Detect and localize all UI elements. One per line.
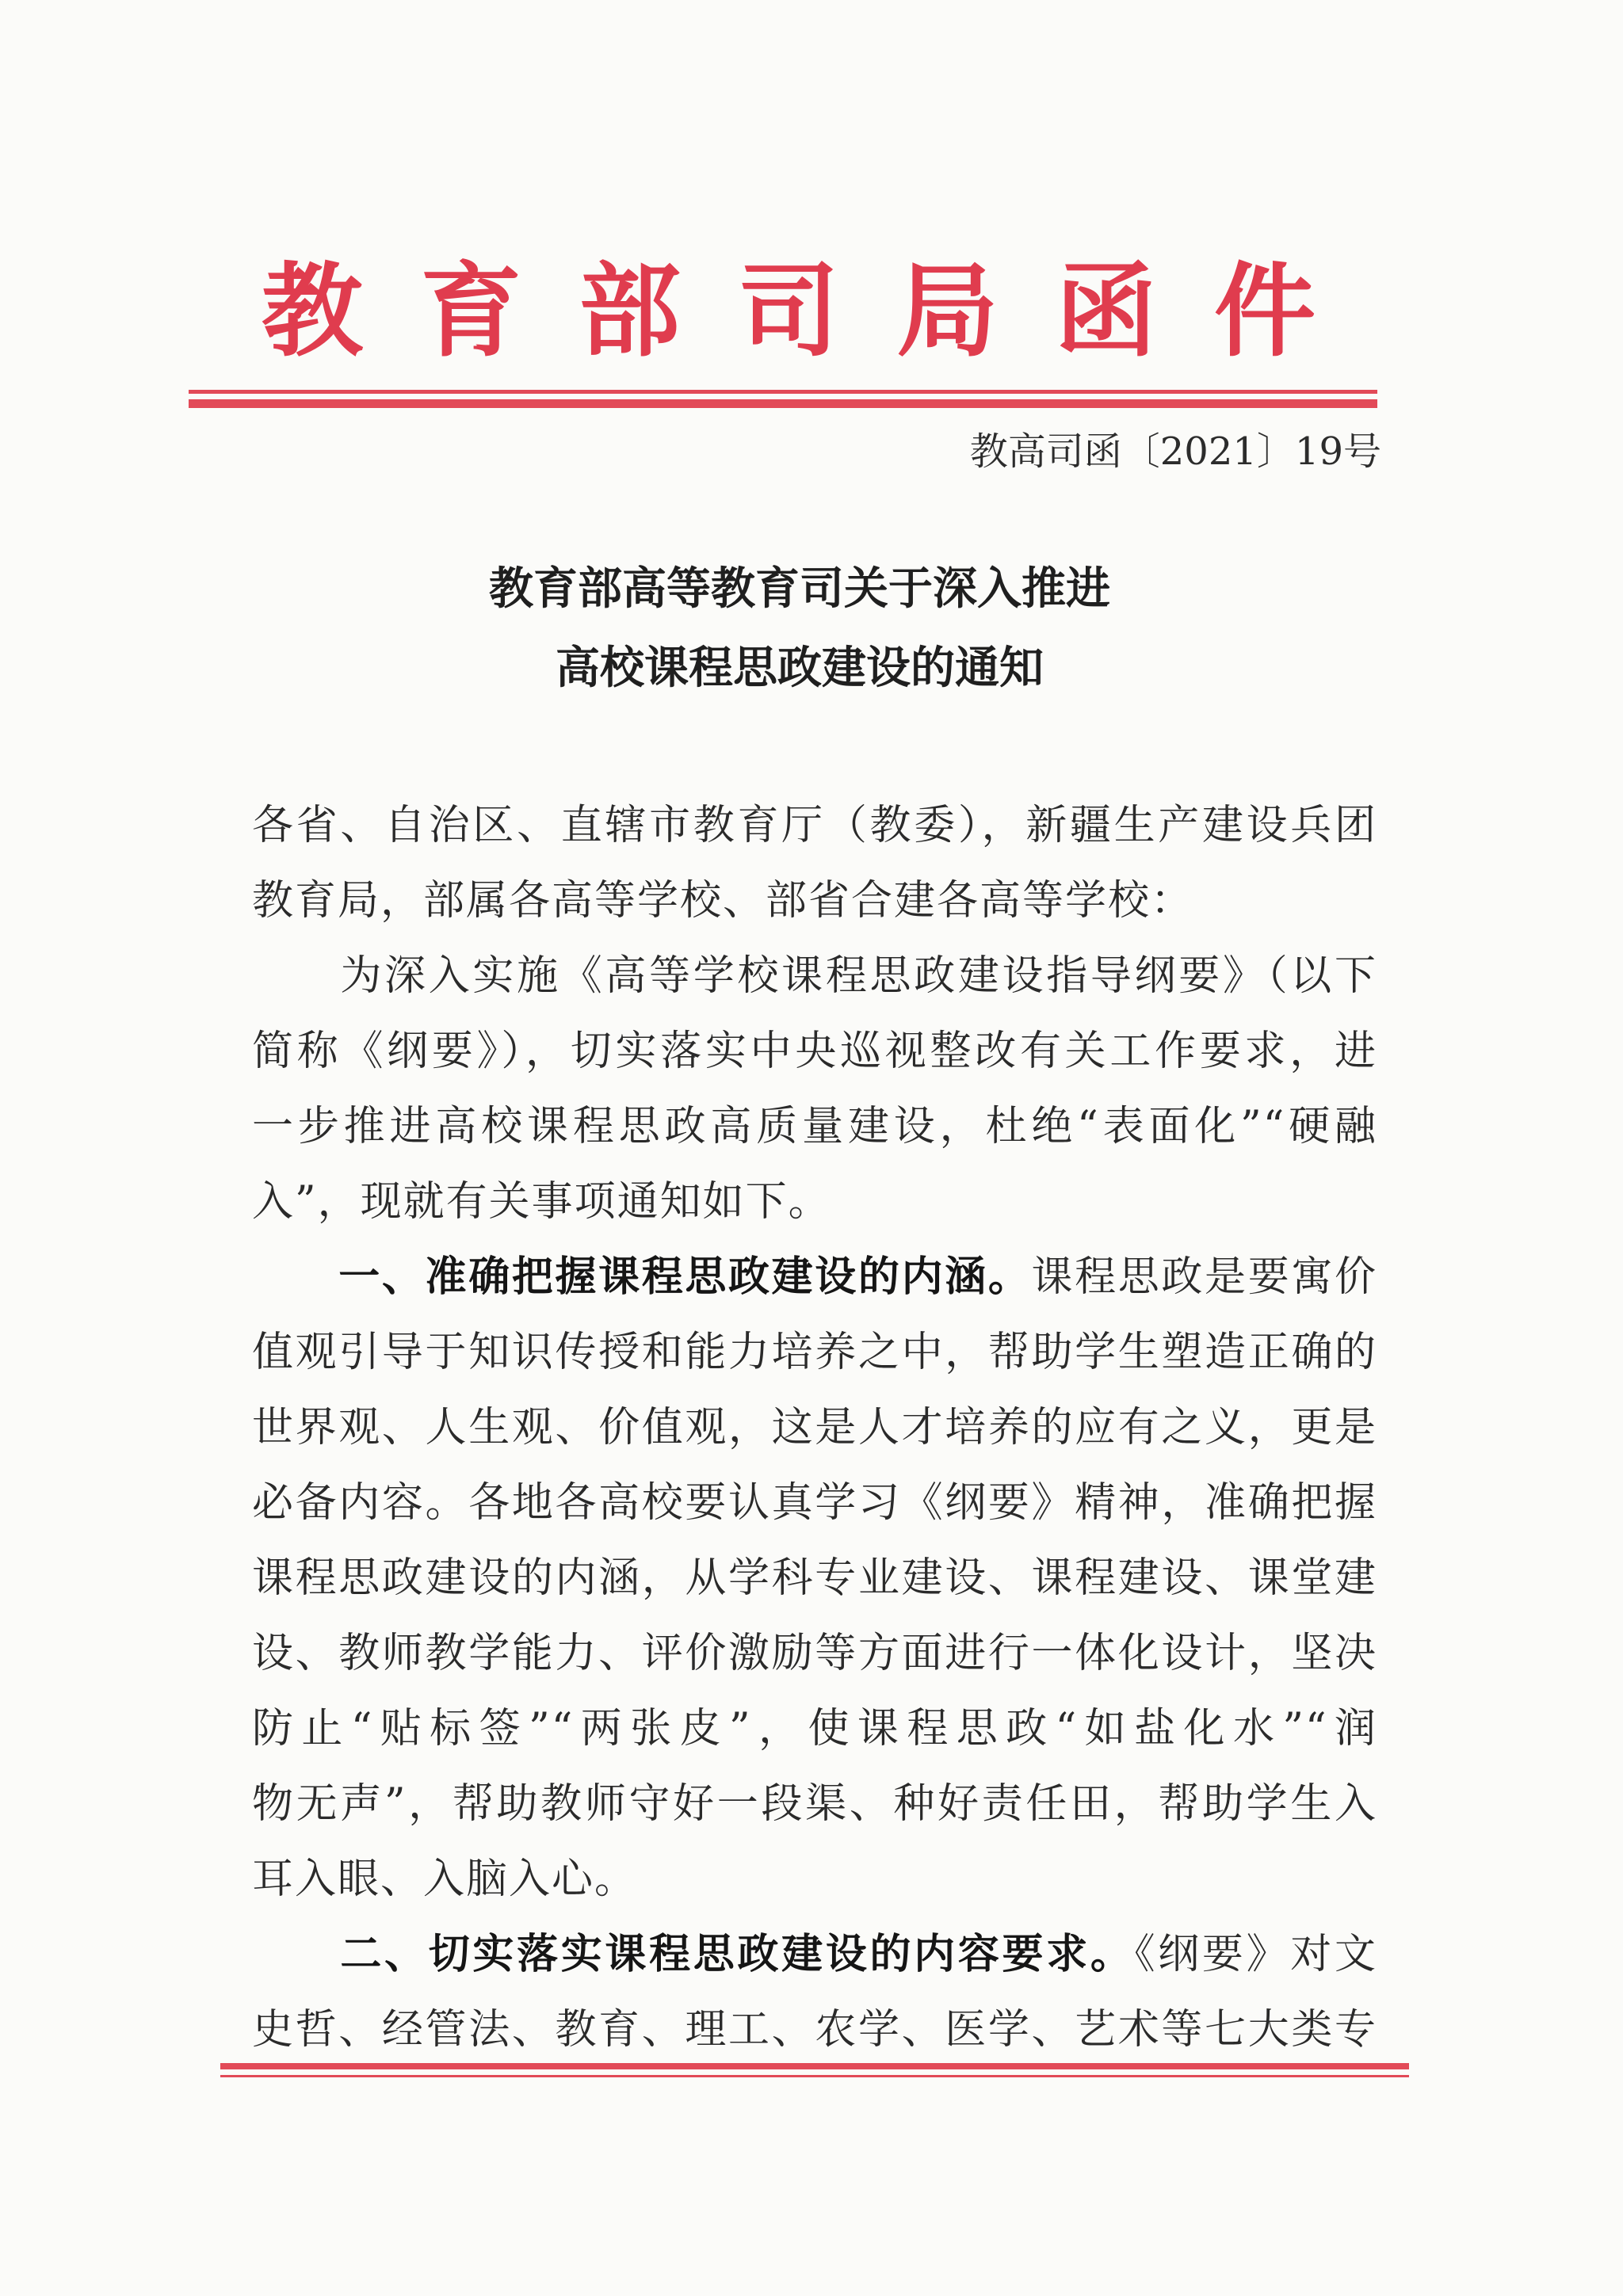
footer-rule-thick [220, 2063, 1409, 2069]
section-heading-2: 二、切实落实课程思政建设的内容要求。 [252, 1930, 1135, 1978]
masthead-char: 司 [737, 252, 839, 371]
body-line: 教育局，部属各高等学校、部省合建各高等学校： [252, 877, 1194, 925]
body-line: 简称《纲要》），切实落实中央巡视整改有关工作要求，进 [252, 1028, 1377, 1075]
body-line: 必备内容。各地各高校要认真学习《纲要》精神，准确把握 [252, 1479, 1377, 1527]
masthead-char: 部 [579, 252, 681, 371]
body-text: 课程思政是要寓价 [1031, 1253, 1377, 1301]
body-line: 史哲、经管法、教育、理工、农学、医学、艺术等七大类专 [252, 2006, 1377, 2054]
body-line: 为深入实施《高等学校课程思政建设指导纲要》（以下 [252, 952, 1377, 1000]
masthead-char: 教 [262, 252, 364, 371]
body-line: 设、教师教学能力、评价激励等方面进行一体化设计，坚决 [252, 1630, 1377, 1677]
body-line-with-heading [252, 1249, 1377, 1306]
body-line: 物无声”，帮助教师守好一段渠、种好责任田，帮助学生入 [252, 1780, 1377, 1828]
body-line: 课程思政建设的内涵，从学科专业建设、课程建设、课堂建 [252, 1554, 1377, 1602]
body-line: 耳入眼、入脑入心。 [252, 1855, 638, 1903]
document-number: 教高司函〔2021〕19号 [969, 429, 1381, 474]
body-line: 各省、自治区、直辖市教育厅（教委），新疆生产建设兵团 [252, 802, 1377, 849]
masthead-rule-thin [189, 390, 1377, 394]
body-line: 值观引导于知识传授和能力培养之中，帮助学生塑造正确的 [252, 1329, 1377, 1376]
document-title-line-2: 高校课程思政建设的通知 [556, 642, 1044, 694]
masthead-char: 件 [1213, 252, 1316, 371]
body-text: 《纲要》对文 [1134, 1931, 1377, 1978]
masthead-char: 育 [420, 252, 522, 371]
masthead [262, 252, 1316, 371]
body-line-with-heading [252, 1926, 1377, 1983]
body-line: 防止“贴标签”“两张皮”，使课程思政“如盐化水”“润 [252, 1705, 1377, 1753]
section-heading-1: 一、准确把握课程思政建设的内涵。 [252, 1253, 1032, 1301]
body-line: 入”，现就有关事项通知如下。 [252, 1178, 831, 1226]
footer-rule-thin [220, 2075, 1409, 2077]
masthead-char: 函 [1055, 252, 1157, 371]
body-line: 一步推进高校课程思政高质量建设，杜绝“表面化”“硬融 [252, 1103, 1377, 1150]
document-title-line-1: 教育部高等教育司关于深入推进 [489, 563, 1110, 615]
body-line: 世界观、人生观、价值观，这是人才培养的应有之义，更是 [252, 1404, 1377, 1451]
masthead-char: 局 [896, 252, 999, 371]
masthead-rule-thick [189, 399, 1377, 408]
